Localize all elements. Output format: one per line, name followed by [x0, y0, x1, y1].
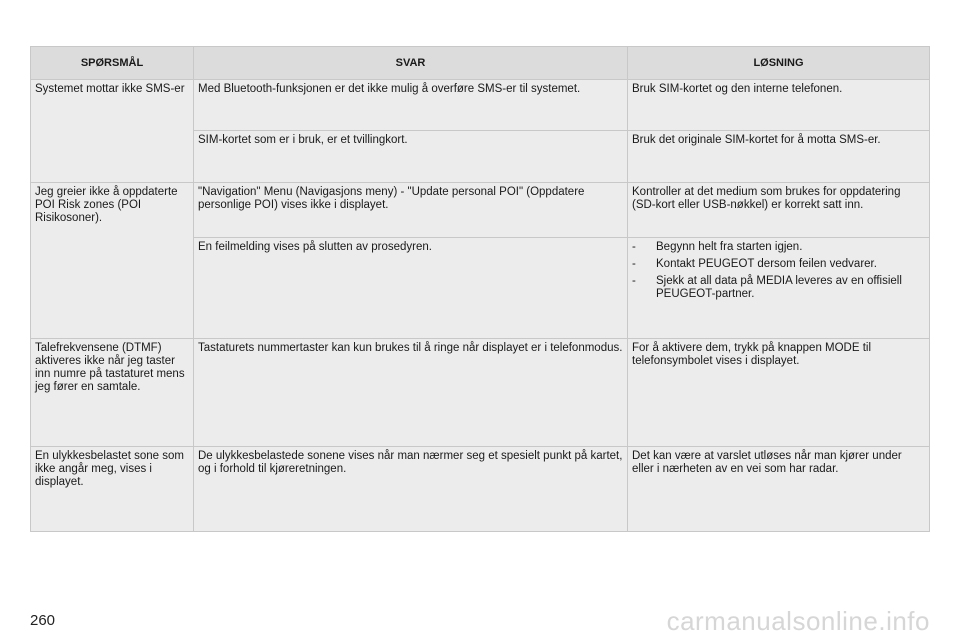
question-cell: Systemet mottar ikke SMS-er — [31, 80, 194, 183]
table-row — [31, 447, 930, 532]
solution-cell — [628, 238, 930, 339]
page-number: 260 — [30, 612, 56, 629]
solution-cell: Bruk det originale SIM-kortet for å motta SMS-er. — [628, 131, 930, 183]
solution-cell: Kontroller at det medium som brukes for oppdatering (SD-kort eller USB-nøkkel) er korrekt satt inn. — [628, 183, 930, 238]
solution-cell: Det kan være at varslet utløses når man kjører under eller i nærheten av en vei som har radar. — [628, 447, 930, 532]
header-solution: LØSNING — [628, 47, 930, 80]
table-row — [31, 339, 930, 447]
question-cell: En ulykkesbelastet sone som ikke angår meg, vises i displayet. — [31, 447, 194, 532]
question-cell: Talefrekvensene (DTMF) aktiveres ikke når jeg taster inn numre på tastaturet mens jeg fører en samtale. — [31, 339, 194, 447]
table-row — [31, 183, 930, 238]
answer-cell: En feilmelding vises på slutten av prosedyren. — [194, 238, 628, 339]
faq-table — [30, 46, 930, 532]
header-row — [31, 47, 930, 80]
header-answer: SVAR — [194, 47, 628, 80]
list-item: - Sjekk at all data på MEDIA leveres av en offisiell PEUGEOT-partner. — [632, 275, 902, 300]
list-item: - Begynn helt fra starten igjen. — [632, 241, 803, 253]
watermark: carmanualsonline.info — [666, 606, 930, 636]
solution-cell: Bruk SIM-kortet og den interne telefonen. — [628, 80, 930, 131]
solution-list — [632, 241, 925, 301]
answer-cell: De ulykkesbelastede sonene vises når man nærmer seg et spesielt punkt på kartet, og i forhold til kjøreretningen. — [194, 447, 628, 532]
answer-cell: Tastaturets nummertaster kan kun brukes til å ringe når displayet er i telefonmodus. — [194, 339, 628, 447]
question-cell: Jeg greier ikke å oppdaterte POI Risk zones (POI Risikosoner). — [31, 183, 194, 339]
header-question: SPØRSMÅL — [31, 47, 194, 80]
answer-cell: Med Bluetooth-funksjonen er det ikke mulig å overføre SMS-er til systemet. — [194, 80, 628, 131]
answer-cell: SIM-kortet som er i bruk, er et tvillingkort. — [194, 131, 628, 183]
answer-cell: "Navigation" Menu (Navigasjons meny) - "Update personal POI" (Oppdatere personlige POI) vises ikke i displayet. — [194, 183, 628, 238]
table-row — [31, 80, 930, 131]
solution-cell: For å aktivere dem, trykk på knappen MODE til telefonsymbolet vises i displayet. — [628, 339, 930, 447]
list-item: - Kontakt PEUGEOT dersom feilen vedvarer. — [632, 258, 877, 270]
